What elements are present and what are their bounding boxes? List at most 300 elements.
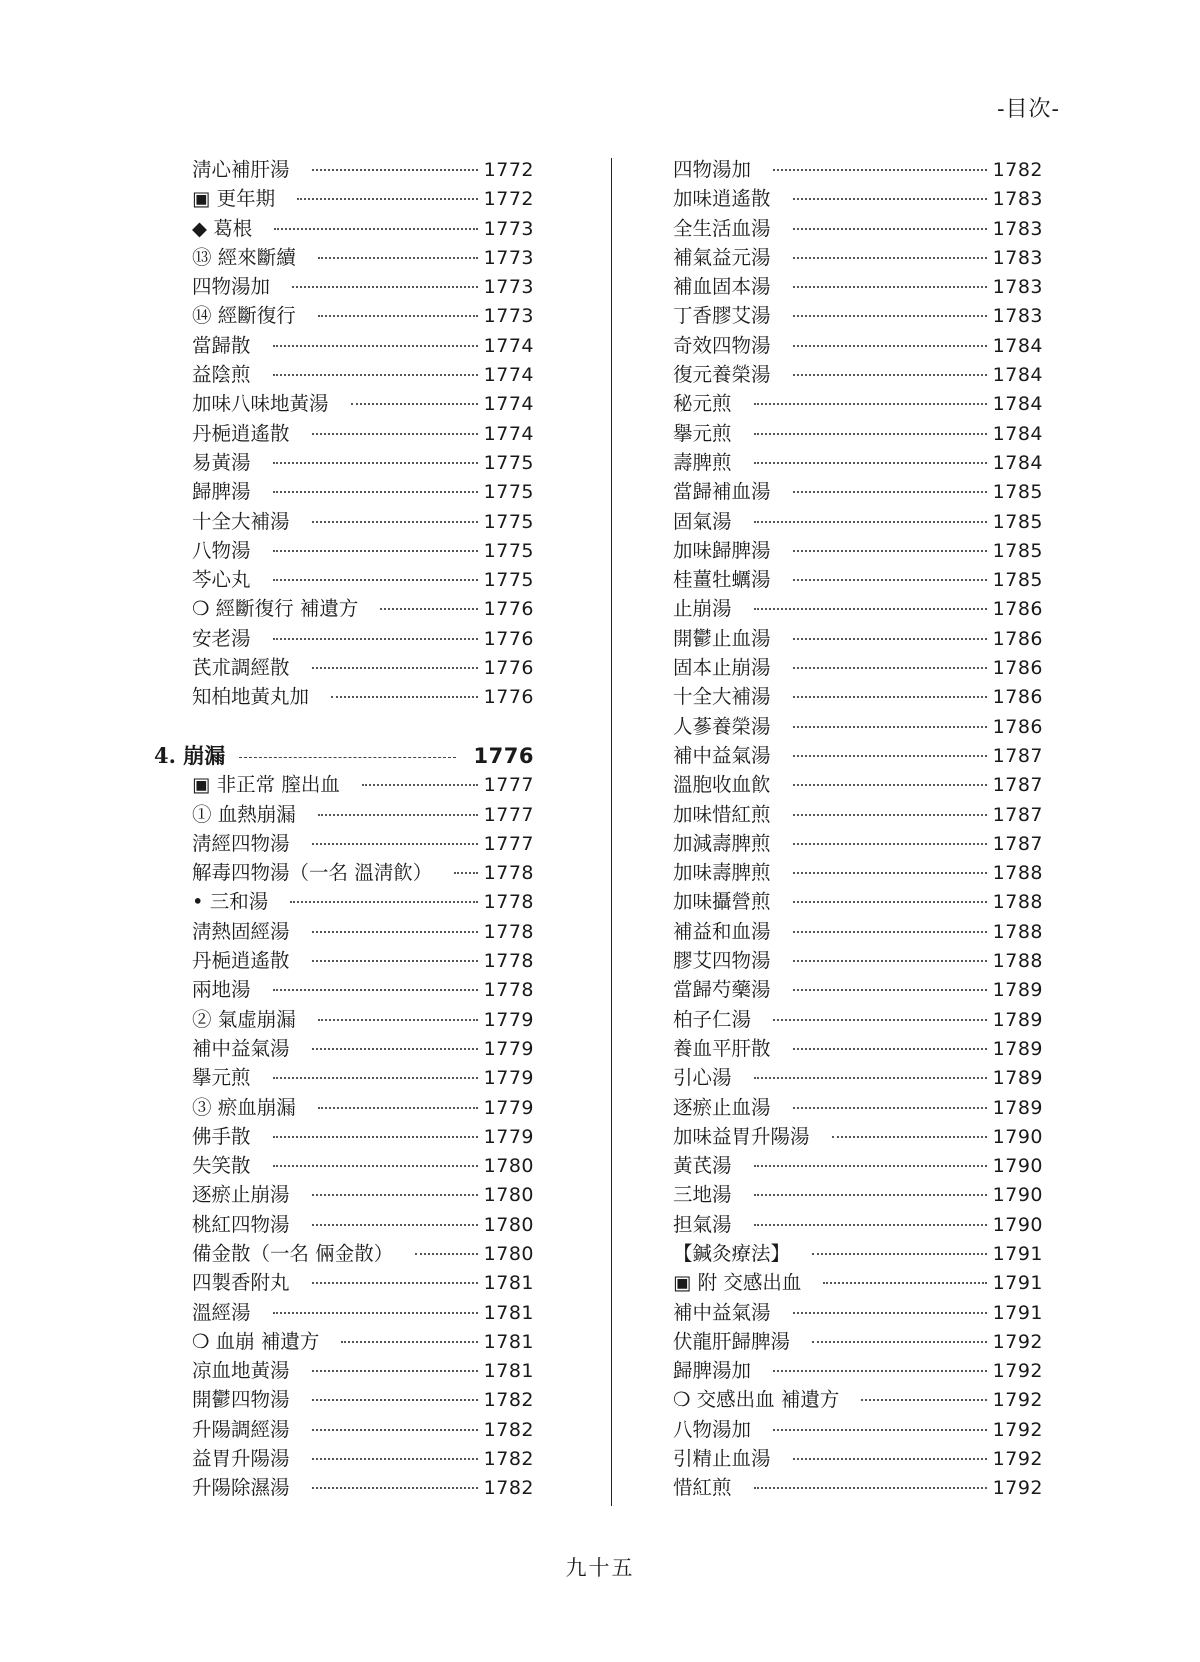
dot-leader [331, 696, 478, 698]
dot-leader [273, 1136, 478, 1138]
toc-entry-page-number: 1792 [992, 1448, 1043, 1471]
toc-entry[interactable] [154, 681, 534, 710]
toc-entry[interactable] [663, 1297, 1043, 1326]
toc-entry-label: 淸經四物湯 [192, 831, 290, 855]
toc-entry-page-number: 1792 [992, 1477, 1043, 1500]
toc-entry[interactable] [663, 213, 1043, 242]
toc-entry-label: 全生活血湯 [673, 216, 771, 240]
toc-entry-label: 開鬱止血湯 [673, 626, 771, 650]
toc-entry-label: 補血固本湯 [673, 275, 771, 299]
toc-entry-page-number: 1788 [992, 891, 1043, 914]
toc-entry[interactable] [154, 886, 534, 915]
toc-entry-label: 固本止崩湯 [673, 656, 771, 680]
toc-entry-page-number: 1784 [992, 334, 1043, 357]
toc-entry-page-number: 1785 [992, 539, 1043, 562]
dot-leader [754, 521, 987, 523]
toc-entry-label: 伏龍肝歸脾湯 [673, 1329, 791, 1353]
toc-entry-page-number: 1782 [483, 1477, 534, 1500]
toc-entry-page-number: 1788 [992, 862, 1043, 885]
toc-entry-label: 補中益氣湯 [673, 743, 771, 767]
dot-leader [312, 1458, 478, 1460]
toc-entry-page-number: 1775 [483, 451, 534, 474]
dot-leader [793, 814, 987, 816]
toc-entry[interactable] [663, 1121, 1043, 1150]
dot-leader [273, 374, 478, 376]
dot-leader [812, 1341, 987, 1343]
toc-entry-label: ② 氣虛崩漏 [192, 1007, 296, 1031]
toc-entry-page-number: 1780 [483, 1184, 534, 1207]
dot-leader [793, 726, 987, 728]
toc-entry-page-number: 1784 [992, 364, 1043, 387]
toc-entry-label: 益胃升陽湯 [192, 1447, 290, 1471]
toc-entry[interactable] [663, 593, 1043, 622]
toc-entry-page-number: 1792 [992, 1330, 1043, 1353]
toc-entry-page-number: 1776 [483, 627, 534, 650]
toc-entry-label: 淸熱固經湯 [192, 919, 290, 943]
dot-leader [754, 1224, 987, 1226]
toc-entry-label: 加味歸脾湯 [673, 538, 771, 562]
toc-entry-page-number: 1774 [483, 334, 534, 357]
toc-entry-label: 惜紅煎 [673, 1476, 732, 1500]
toc-entry[interactable] [663, 1033, 1043, 1062]
toc-entry-label: 芪朮調經散 [192, 656, 290, 680]
toc-entry-label: 失笑散 [192, 1154, 251, 1178]
toc-entry-page-number: 1783 [992, 305, 1043, 328]
dot-leader [312, 1370, 478, 1372]
toc-entry[interactable] [663, 447, 1043, 476]
toc-entry-page-number: 1779 [483, 1096, 534, 1119]
dot-leader [793, 257, 987, 259]
toc-entry-page-number: 1791 [992, 1301, 1043, 1324]
toc-entry-page-number: 1778 [483, 950, 534, 973]
dot-leader [274, 228, 477, 230]
dot-leader [273, 1312, 478, 1314]
toc-entry-label: 加味八味地黃湯 [192, 392, 329, 416]
toc-entry[interactable] [154, 1355, 534, 1384]
toc-entry[interactable] [154, 857, 534, 886]
toc-entry-label: 固氣湯 [673, 509, 732, 533]
dot-leader [773, 169, 987, 171]
dot-leader [812, 1253, 987, 1255]
toc-entry-page-number: 1786 [992, 627, 1043, 650]
dot-leader [290, 901, 477, 903]
toc-entry-page-number: 1783 [992, 276, 1043, 299]
toc-entry[interactable] [663, 1004, 1043, 1033]
toc-entry-page-number: 1779 [483, 1067, 534, 1090]
toc-entry-page-number: 1777 [483, 774, 534, 797]
toc-column-right [663, 154, 1043, 1502]
dot-leader [754, 433, 987, 435]
toc-entry[interactable] [663, 1355, 1043, 1384]
toc-entry[interactable] [663, 1092, 1043, 1121]
toc-entry-page-number: 1790 [992, 1213, 1043, 1236]
toc-entry[interactable] [663, 769, 1043, 798]
toc-entry-label: 補氣益元湯 [673, 245, 771, 269]
toc-entry[interactable] [663, 652, 1043, 681]
dot-leader [793, 374, 987, 376]
toc-entry-label: 兩地湯 [192, 978, 251, 1002]
toc-entry[interactable] [663, 974, 1043, 1003]
toc-entry[interactable] [663, 828, 1043, 857]
dot-leader [793, 1312, 987, 1314]
toc-entry[interactable] [663, 242, 1043, 271]
toc-entry-label: ③ 瘀血崩漏 [192, 1095, 296, 1119]
toc-entry-page-number: 1784 [992, 393, 1043, 416]
toc-entry[interactable] [154, 1092, 534, 1121]
toc-entry-page-number: 1791 [992, 1242, 1043, 1265]
dot-leader [312, 1399, 478, 1401]
toc-entry[interactable] [663, 681, 1043, 710]
toc-entry-page-number: 1781 [483, 1330, 534, 1353]
dot-leader [793, 872, 987, 874]
toc-entry-label: 三地湯 [673, 1183, 732, 1207]
toc-entry-page-number: 1786 [992, 686, 1043, 709]
toc-entry[interactable] [154, 1179, 534, 1208]
toc-entry-label: 四物湯加 [192, 275, 271, 299]
toc-entry-label: 易黃湯 [192, 450, 251, 474]
dot-leader [793, 667, 987, 669]
dot-leader [318, 257, 478, 259]
dot-leader [312, 960, 478, 962]
toc-entry[interactable] [154, 1033, 534, 1062]
toc-entry-label: 安老湯 [192, 626, 251, 650]
toc-entry-label: 【鍼灸療法】 [673, 1241, 791, 1265]
dot-leader [292, 286, 478, 288]
toc-entry-label: 歸脾湯加 [673, 1359, 752, 1383]
toc-entry-page-number: 1788 [992, 950, 1043, 973]
toc-entry[interactable] [154, 476, 534, 505]
toc-entry[interactable] [663, 388, 1043, 417]
dot-leader [341, 1341, 477, 1343]
toc-entry-label: 丹梔逍遙散 [192, 949, 290, 973]
toc-entry[interactable] [154, 183, 534, 212]
dot-leader [773, 1370, 987, 1372]
dot-leader [793, 345, 987, 347]
toc-entry[interactable] [154, 1121, 534, 1150]
toc-entry[interactable] [154, 623, 534, 652]
toc-entry[interactable] [154, 271, 534, 300]
toc-entry[interactable] [663, 506, 1043, 535]
toc-entry[interactable] [154, 447, 534, 476]
toc-entry[interactable] [154, 828, 534, 857]
toc-entry-label: 膠艾四物湯 [673, 949, 771, 973]
dot-leader [793, 843, 987, 845]
toc-entry-page-number: 1780 [483, 1155, 534, 1178]
toc-entry[interactable] [663, 1414, 1043, 1443]
toc-entry-page-number: 1783 [992, 188, 1043, 211]
toc-entry[interactable] [663, 183, 1043, 212]
toc-entry-page-number: 1778 [483, 920, 534, 943]
dot-leader [380, 608, 477, 610]
dot-leader [793, 696, 987, 698]
toc-entry[interactable] [663, 711, 1043, 740]
dot-leader [793, 960, 987, 962]
toc-entry[interactable] [154, 1326, 534, 1355]
toc-entry-label: 擧元煎 [673, 421, 732, 445]
dot-leader [793, 755, 987, 757]
toc-entry-label: 秘元煎 [673, 392, 732, 416]
toc-entry-page-number: 1787 [992, 774, 1043, 797]
toc-entry[interactable] [663, 300, 1043, 329]
toc-entry-label: 加味攝營煎 [673, 890, 771, 914]
dot-leader [832, 1136, 987, 1138]
toc-entry[interactable] [154, 1267, 534, 1296]
toc-entry-label: 壽脾煎 [673, 450, 732, 474]
toc-spacer [154, 711, 534, 740]
toc-entry[interactable] [154, 1150, 534, 1179]
toc-entry[interactable] [154, 1414, 534, 1443]
toc-entry-label: 溫胞收血飮 [673, 773, 771, 797]
toc-entry-label: 當歸散 [192, 333, 251, 357]
dot-leader [823, 1282, 986, 1284]
toc-entry[interactable] [154, 564, 534, 593]
dot-leader [273, 638, 478, 640]
dot-leader [454, 872, 477, 874]
toc-entry[interactable] [154, 1297, 534, 1326]
toc-entry[interactable] [663, 1062, 1043, 1091]
toc-entry-label: 桂薑牡蠣湯 [673, 568, 771, 592]
toc-entry[interactable] [663, 359, 1043, 388]
toc-entry[interactable] [663, 1326, 1043, 1355]
toc-entry[interactable] [154, 916, 534, 945]
toc-entry-label: 補中益氣湯 [673, 1300, 771, 1324]
toc-entry[interactable] [663, 271, 1043, 300]
toc-entry[interactable] [154, 154, 534, 183]
toc-entry-label: 人蔘養榮湯 [673, 714, 771, 738]
dot-leader [273, 1165, 478, 1167]
toc-entry[interactable] [154, 506, 534, 535]
dot-leader [318, 315, 478, 317]
toc-entry-label: 加味惜紅煎 [673, 802, 771, 826]
dot-leader [754, 1487, 987, 1489]
toc-entry[interactable] [663, 916, 1043, 945]
toc-entry-page-number: 1775 [483, 510, 534, 533]
toc-entry[interactable] [663, 1443, 1043, 1472]
dot-leader [312, 667, 478, 669]
toc-entry[interactable] [154, 1004, 534, 1033]
toc-entry[interactable] [154, 593, 534, 622]
dot-leader [312, 1194, 478, 1196]
toc-entry-label: 逐瘀止崩湯 [192, 1183, 290, 1207]
dot-leader [312, 1487, 478, 1489]
toc-entry[interactable] [154, 799, 534, 828]
toc-entry-label: 當歸補血湯 [673, 480, 771, 504]
toc-entry-page-number: 1786 [992, 598, 1043, 621]
toc-entry-label: 止崩湯 [673, 597, 732, 621]
toc-entry-label: 益陰煎 [192, 363, 251, 387]
toc-entry-label: 丁香膠艾湯 [673, 304, 771, 328]
toc-entry-label: 4. 崩漏 [154, 742, 226, 768]
dot-leader [312, 843, 478, 845]
toc-entry-label: 加味益胃升陽湯 [673, 1124, 810, 1148]
toc-entry-page-number: 1786 [992, 715, 1043, 738]
toc-entry-label: 歸脾湯 [192, 480, 251, 504]
dot-leader [312, 1048, 478, 1050]
toc-entry-page-number: 1780 [483, 1213, 534, 1236]
column-divider [611, 158, 612, 1506]
toc-entry[interactable] [663, 1179, 1043, 1208]
toc-entry-page-number: 1773 [483, 305, 534, 328]
dot-leader [793, 638, 987, 640]
toc-entry-page-number: 1789 [992, 979, 1043, 1002]
toc-entry[interactable] [663, 1150, 1043, 1179]
toc-entry[interactable] [663, 945, 1043, 974]
toc-entry[interactable] [154, 1472, 534, 1501]
toc-entry-label: 黃芪湯 [673, 1154, 732, 1178]
dot-leader [793, 286, 987, 288]
toc-entry[interactable] [154, 652, 534, 681]
toc-entry[interactable] [154, 1238, 534, 1267]
toc-entry-label: ⑭ 經斷復行 [192, 304, 296, 328]
toc-entry[interactable] [663, 799, 1043, 828]
toc-entry[interactable] [663, 418, 1043, 447]
toc-entry[interactable] [154, 535, 534, 564]
dot-leader [351, 403, 478, 405]
toc-entry-page-number: 1790 [992, 1125, 1043, 1148]
toc-entry[interactable] [154, 330, 534, 359]
toc-entry-page-number: 1781 [483, 1301, 534, 1324]
dot-leader [793, 228, 987, 230]
toc-entry-page-number: 1785 [992, 510, 1043, 533]
toc-entry[interactable] [154, 1062, 534, 1091]
toc-entry-page-number: 1791 [992, 1272, 1043, 1295]
toc-entry-page-number: 1792 [992, 1418, 1043, 1441]
toc-entry-label: 加味逍遙散 [673, 187, 771, 211]
dot-leader [312, 521, 478, 523]
dot-leader [312, 931, 478, 933]
toc-entry-page-number: 1778 [483, 979, 534, 1002]
toc-entry-page-number: 1782 [992, 159, 1043, 181]
toc-entry[interactable] [663, 886, 1043, 915]
toc-entry[interactable] [154, 945, 534, 974]
toc-entry-label: ❍ 血崩 補遺方 [192, 1329, 320, 1353]
dot-leader [273, 579, 478, 581]
dot-leader [861, 1399, 986, 1401]
toc-entry[interactable] [663, 740, 1043, 769]
toc-section-heading[interactable] [154, 740, 534, 769]
toc-entry-label: 十全大補湯 [673, 685, 771, 709]
toc-entry[interactable] [663, 564, 1043, 593]
dot-leader [312, 1282, 478, 1284]
dot-leader [273, 462, 478, 464]
toc-entry-page-number: 1774 [483, 393, 534, 416]
running-head: -目次- [997, 97, 1060, 122]
dot-leader [312, 1224, 478, 1226]
toc-entry-label: ▣ 更年期 [192, 187, 276, 211]
toc-entry-label: 逐瘀止血湯 [673, 1095, 771, 1119]
toc-entry-page-number: 1790 [992, 1184, 1043, 1207]
dot-leader [318, 814, 478, 816]
toc-entry-page-number: 1772 [483, 159, 534, 181]
toc-entry[interactable] [154, 1209, 534, 1238]
dot-leader [415, 1253, 477, 1255]
toc-entry[interactable] [154, 1443, 534, 1472]
toc-entry[interactable] [154, 1384, 534, 1413]
toc-entry-page-number: 1772 [483, 188, 534, 211]
toc-entry-label: 丹梔逍遙散 [192, 421, 290, 445]
toc-entry-page-number: 1774 [483, 364, 534, 387]
toc-entry[interactable] [663, 1209, 1043, 1238]
dot-leader [273, 345, 478, 347]
toc-entry[interactable] [663, 1472, 1043, 1501]
dot-leader [312, 1429, 478, 1431]
toc-entry[interactable] [663, 1238, 1043, 1267]
toc-entry-page-number: 1776 [483, 657, 534, 680]
toc-entry-page-number: 1789 [992, 1037, 1043, 1060]
toc-entry-page-number: 1789 [992, 1096, 1043, 1119]
toc-entry[interactable] [154, 388, 534, 417]
toc-entry-page-number: 1785 [992, 569, 1043, 592]
toc-entry-label: 四物湯加 [673, 158, 752, 181]
dot-leader [793, 550, 987, 552]
toc-entry-label: 解毒四物湯（一名 溫淸飮） [192, 861, 433, 885]
toc-entry[interactable] [663, 857, 1043, 886]
toc-entry[interactable] [154, 300, 534, 329]
toc-entry-page-number: 1779 [483, 1125, 534, 1148]
toc-entry-label: 凉血地黃湯 [192, 1359, 290, 1383]
toc-entry[interactable] [663, 330, 1043, 359]
toc-entry-page-number: 1778 [483, 891, 534, 914]
toc-entry[interactable] [663, 154, 1043, 183]
toc-entry-label: ▣ 附 交感出血 [673, 1271, 802, 1295]
toc-entry-page-number: 1773 [483, 217, 534, 240]
toc-entry-page-number: 1779 [483, 1008, 534, 1031]
toc-entry-page-number: 1775 [483, 569, 534, 592]
dot-leader [793, 1458, 987, 1460]
toc-entry[interactable] [663, 623, 1043, 652]
toc-entry-page-number: 1777 [483, 803, 534, 826]
dot-leader [793, 931, 987, 933]
dot-leader [773, 1019, 987, 1021]
toc-entry[interactable] [154, 242, 534, 271]
toc-entry-label: 八物湯 [192, 538, 251, 562]
toc-entry[interactable] [154, 974, 534, 1003]
toc-column-left [154, 154, 534, 1502]
toc-entry-label: 佛手散 [192, 1124, 251, 1148]
toc-entry-label: ▣ 非正常 膣出血 [192, 773, 340, 797]
dot-leader [793, 901, 987, 903]
toc-entry-label: 補中益氣湯 [192, 1036, 290, 1060]
toc-entry[interactable] [663, 1384, 1043, 1413]
toc-entry[interactable] [663, 535, 1043, 564]
toc-entry-label: 奇效四物湯 [673, 333, 771, 357]
toc-entry-page-number: 1783 [992, 246, 1043, 269]
toc-entry-label: 八物湯加 [673, 1417, 752, 1441]
dot-leader [312, 169, 478, 171]
toc-entry[interactable] [663, 476, 1043, 505]
toc-entry-label: 四製香附丸 [192, 1271, 290, 1295]
toc-entry-page-number: 1789 [992, 1067, 1043, 1090]
dot-leader [362, 784, 478, 786]
toc-entry-page-number: 1778 [483, 862, 534, 885]
toc-entry[interactable] [154, 359, 534, 388]
toc-entry[interactable] [663, 1267, 1043, 1296]
toc-entry[interactable] [154, 418, 534, 447]
toc-entry-label: 引精止血湯 [673, 1447, 771, 1471]
toc-entry-label: 當歸芍藥湯 [673, 978, 771, 1002]
toc-entry-page-number: 1777 [483, 832, 534, 855]
dot-leader [793, 579, 987, 581]
toc-entry-page-number: 1773 [483, 246, 534, 269]
toc-entry-page-number: 1775 [483, 481, 534, 504]
toc-entry[interactable] [154, 769, 534, 798]
dot-leader [793, 198, 987, 200]
dot-leader [273, 1077, 478, 1079]
toc-entry[interactable] [154, 213, 534, 242]
toc-entry-label: 擧元煎 [192, 1066, 251, 1090]
toc-entry-page-number: 1780 [483, 1242, 534, 1265]
toc-entry-page-number: 1776 [483, 686, 534, 709]
